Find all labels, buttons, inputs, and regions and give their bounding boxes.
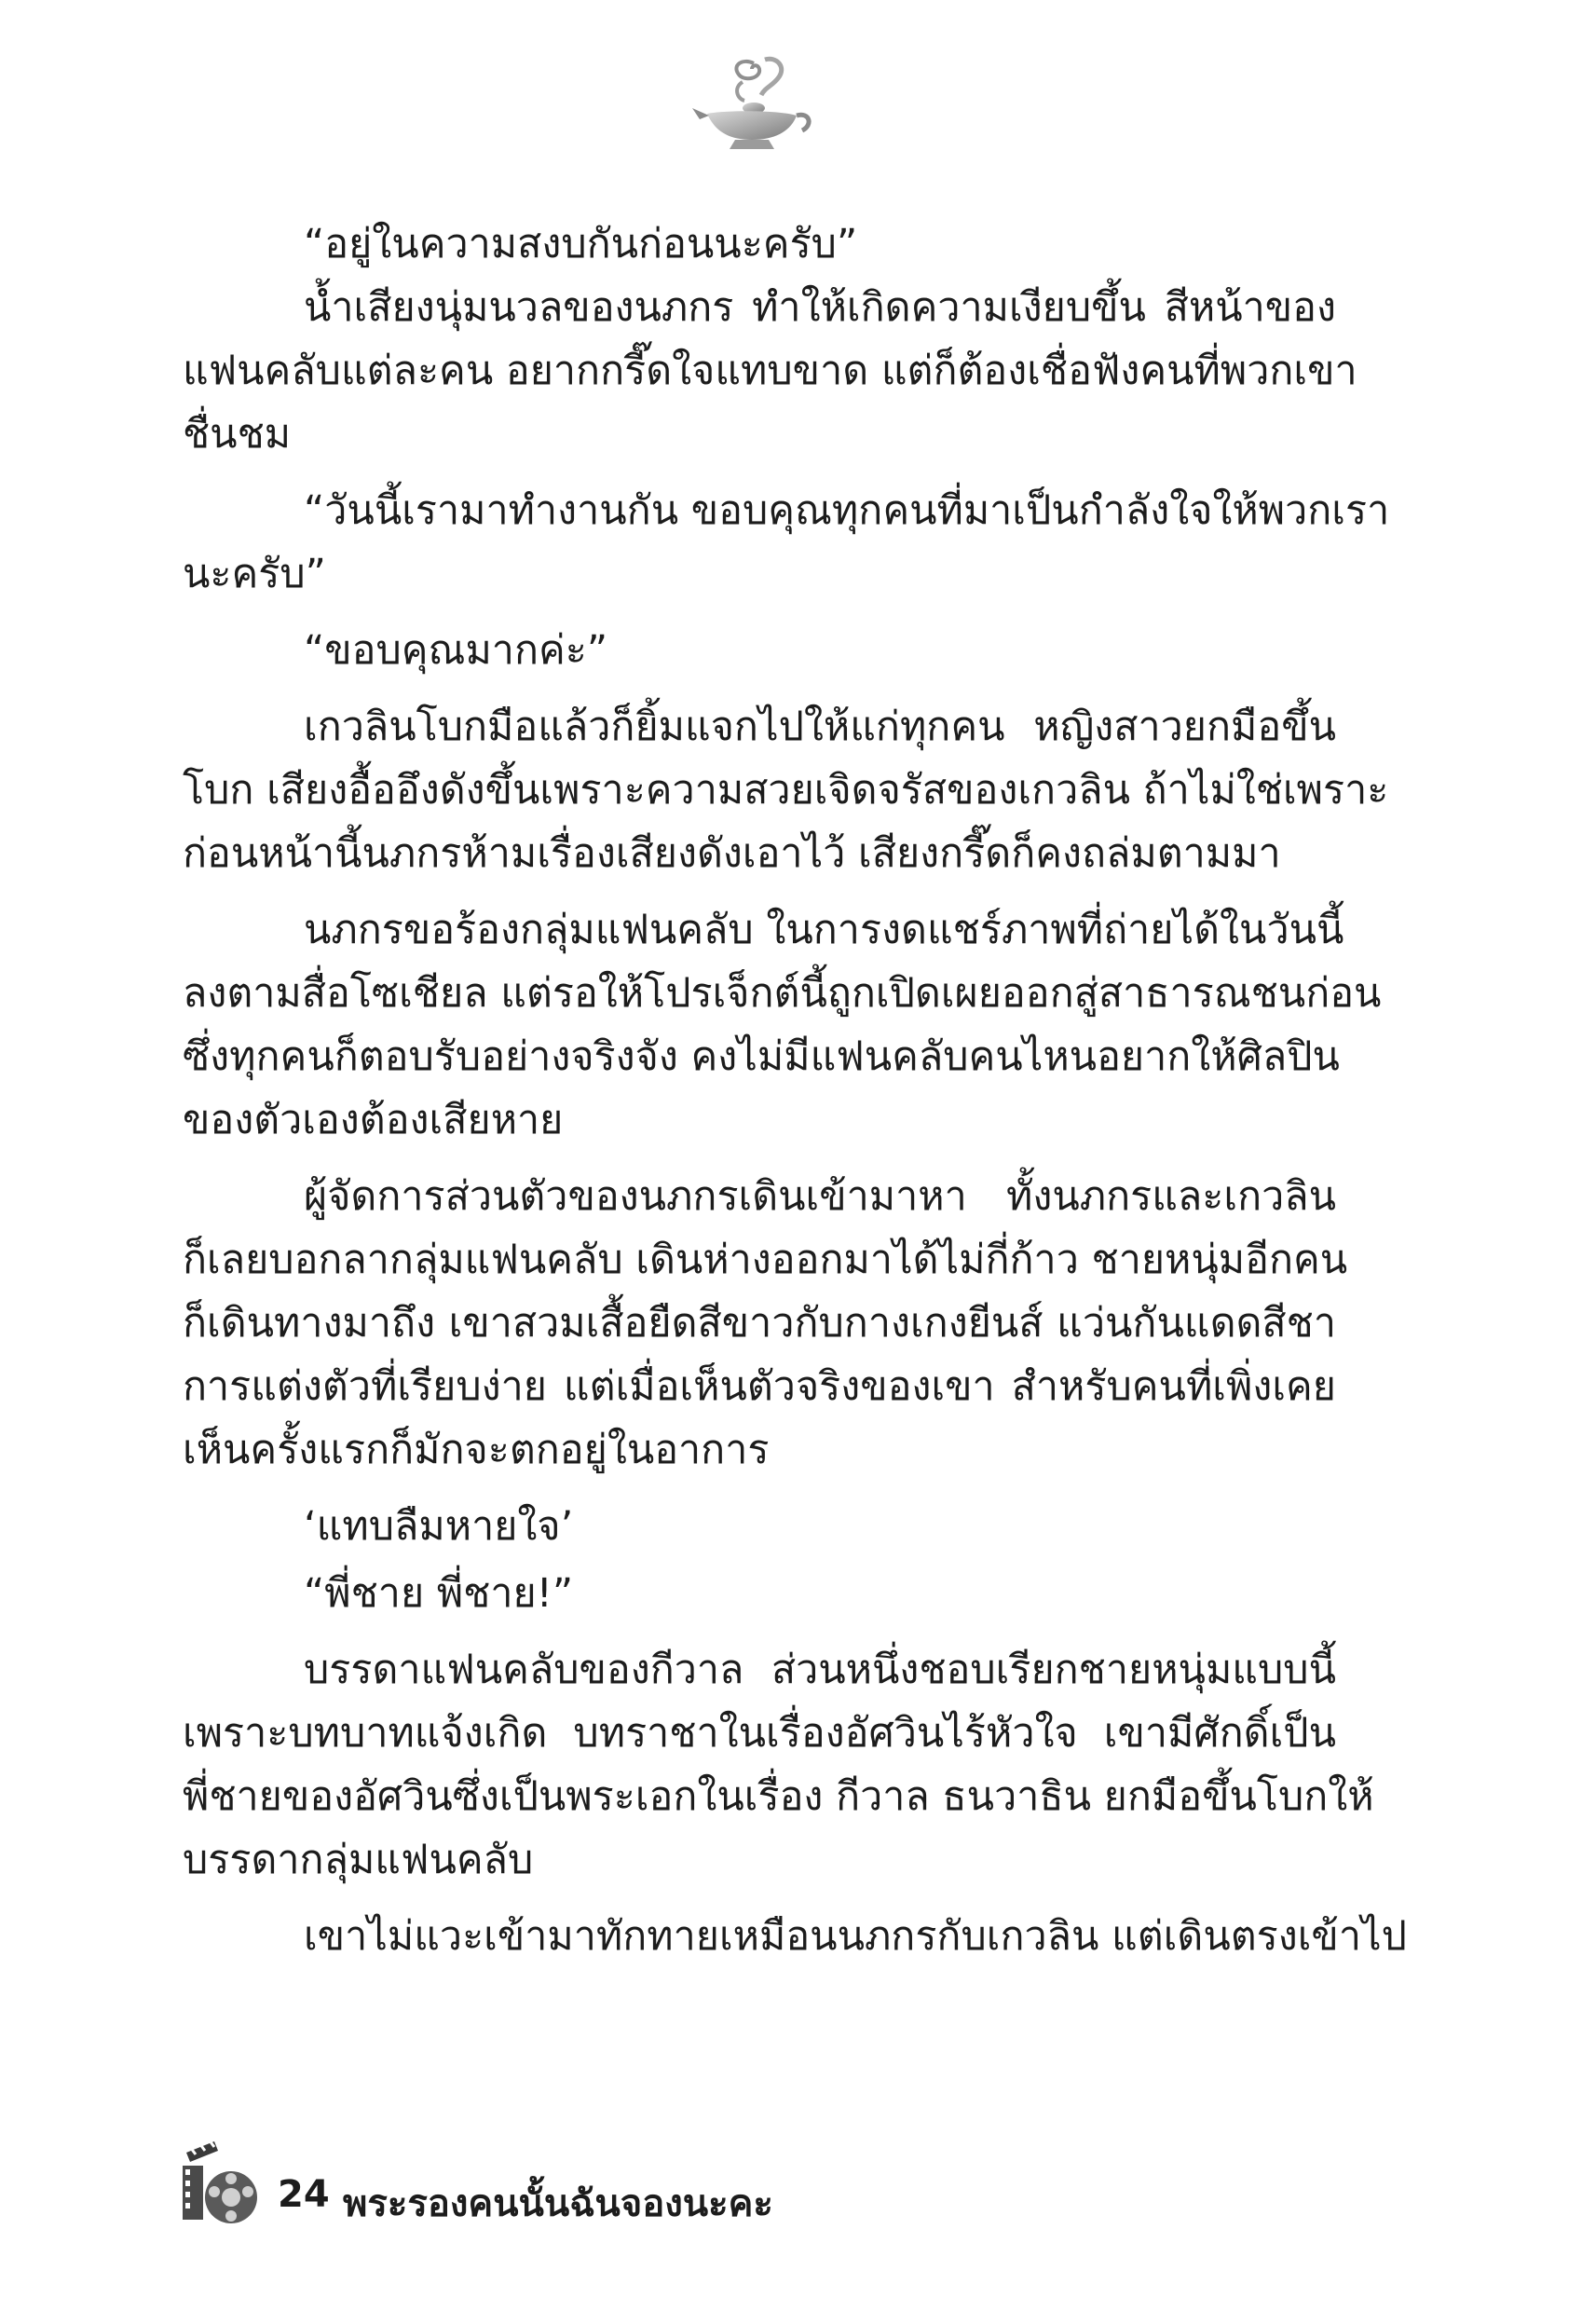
text-line: พี่ชายของอัศวินซึ่งเป็นพระเอกในเรื่อง กีวาล ธนวาธิน ยกมือขึ้นโบกให้ — [183, 1773, 1374, 1820]
text-line: การแต่งตัวที่เรียบง่าย แต่เมื่อเห็นตัวจริงของเขา สำหรับคนที่เพิ่งเคย — [183, 1363, 1336, 1410]
text-line: เห็นครั้งแรกก็มักจะตกอยู่ในอาการ — [183, 1427, 770, 1473]
book-title: พระรองคนนั้นฉันจองนะคะ — [343, 2182, 773, 2225]
text-line: นะครับ” — [183, 551, 326, 597]
page-footer — [177, 2134, 1016, 2246]
text-line: เกวลินโบกมือแล้วก็ยิ้มแจกไปให้แก่ทุกคน หญิงสาวยกมือขึ้น — [304, 704, 1336, 750]
text-line: ก็เดินทางมาถึง เขาสวมเสื้อยืดสีขาวกับกางเกงยีนส์ แว่นกันแดดสีชา — [183, 1300, 1336, 1347]
film-reel-icon — [177, 2134, 266, 2236]
text-line: “อยู่ในความสงบกันก่อนนะครับ” — [304, 221, 858, 267]
text-line: เพราะบทบาทแจ้งเกิด บทราชาในเรื่องอัศวินไร้หัวใจ เขามีศักดิ์เป็น — [183, 1710, 1336, 1757]
text-line: ก่อนหน้านี้นภกรห้ามเรื่องเสียงดังเอาไว้ เสียงกรี๊ดก็คงถล่มตามมา — [183, 830, 1281, 877]
text-line: บรรดากลุ่มแฟนคลับ — [183, 1837, 534, 1883]
text-line: นภกรขอร้องกลุ่มแฟนคลับ ในการงดแชร์ภาพที่ถ่ายได้ในวันนี้ — [304, 907, 1344, 953]
text-line: น้ำเสียงนุ่มนวลของนภกร ทำให้เกิดความเงียบขึ้น สีหน้าของ — [304, 284, 1336, 331]
text-line: ‘แทบลืมหายใจ’ — [304, 1503, 574, 1550]
text-line: ลงตามสื่อโซเชียล แต่รอให้โปรเจ็กต์นี้ถูกเปิดเผยออกสู่สาธารณชนก่อน — [183, 970, 1382, 1017]
text-line: เขาไม่แวะเข้ามาทักทายเหมือนนภกรกับเกวลิน แต่เดินตรงเข้าไป — [304, 1913, 1407, 1960]
text-line: ของตัวเองต้องเสียหาย — [183, 1097, 564, 1143]
text-line: โบก เสียงอื้ออึงดังขึ้นเพราะความสวยเจิดจรัสของเกวลิน ถ้าไม่ใช่เพราะ — [183, 767, 1389, 814]
page-number: 24 — [278, 2173, 330, 2216]
text-line: ซึ่งทุกคนก็ตอบรับอย่างจริงจัง คงไม่มีแฟนคลับคนไหนอยากให้ศิลปิน — [183, 1033, 1340, 1080]
text-line: ชื่นชม — [183, 411, 292, 458]
text-line: บรรดาแฟนคลับของกีวาล ส่วนหนึ่งชอบเรียกชายหนุ่มแบบนี้ — [304, 1647, 1336, 1693]
text-line: “พี่ชาย พี่ชาย!” — [304, 1570, 574, 1617]
text-line: “ขอบคุณมากค่ะ” — [304, 627, 608, 674]
genie-lamp-icon — [687, 54, 817, 157]
text-line: แฟนคลับแต่ละคน อยากกรี๊ดใจแทบขาด แต่ก็ต้องเชื่อฟังคนที่พวกเขา — [183, 348, 1357, 394]
text-line: ผู้จัดการส่วนตัวของนภกรเดินเข้ามาหา ทั้งนภกรและเกวลิน — [304, 1173, 1336, 1220]
text-line: “วันนี้เรามาทำงานกัน ขอบคุณทุกคนที่มาเป็นกำลังใจให้พวกเรา — [304, 487, 1390, 534]
text-line: ก็เลยบอกลากลุ่มแฟนคลับ เดินห่างออกมาได้ไม่กี่ก้าว ชายหนุ่มอีกคน — [183, 1237, 1348, 1283]
